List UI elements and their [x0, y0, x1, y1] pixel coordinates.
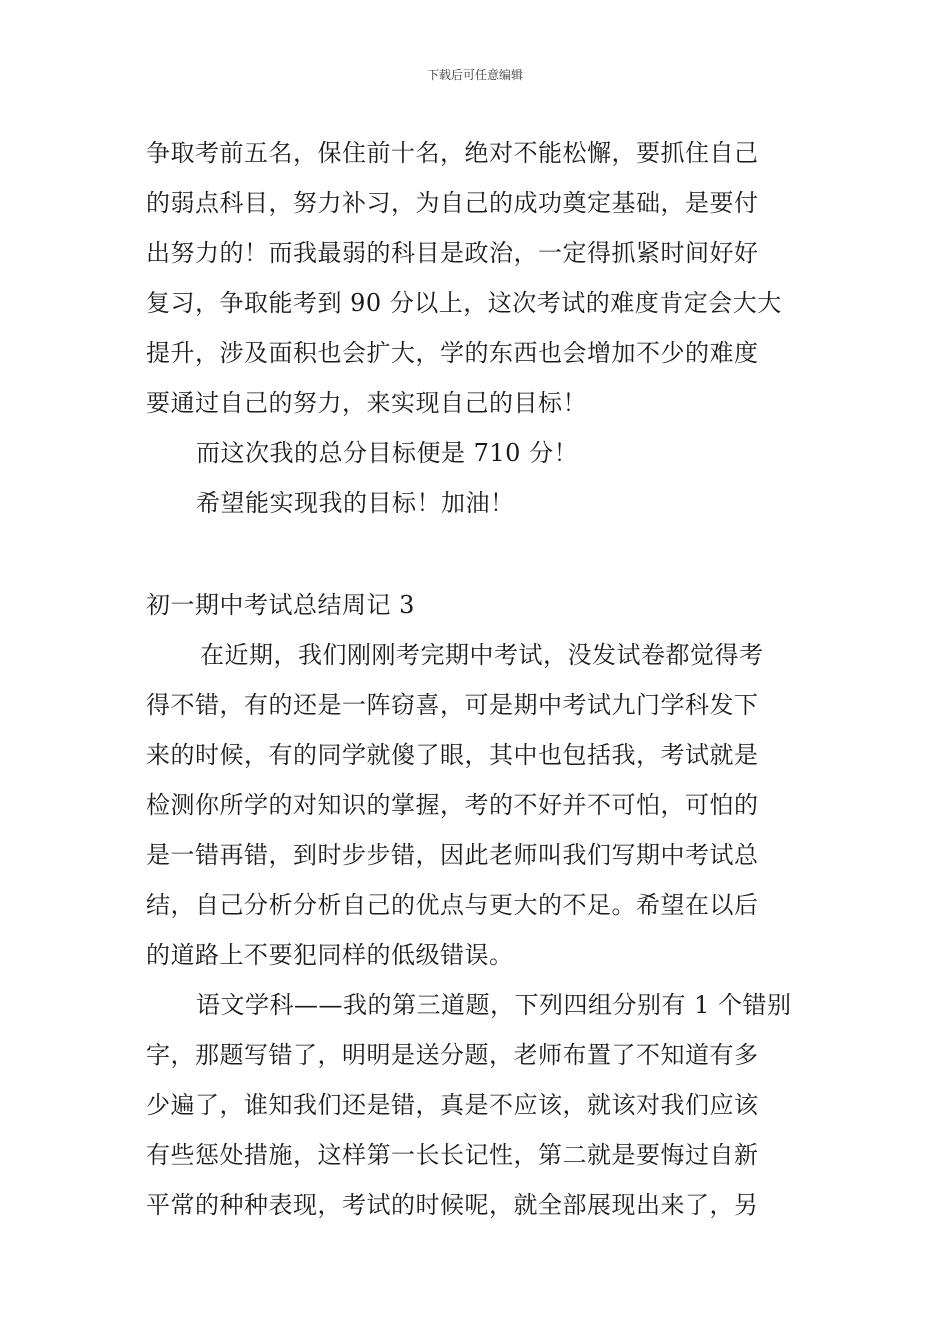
text-line: 复习，争取能考到 90 分以上，这次考试的难度肯定会大大	[146, 289, 782, 317]
paragraph	[146, 630, 810, 980]
text-line: 的弱点科目，努力补习，为自己的成功奠定基础，是要付	[146, 189, 759, 217]
text-line: 在近期，我们刚刚考完期中考试，没发试卷都觉得考	[200, 641, 764, 669]
text-line: 平常的种种表现，考试的时候呢，就全部展现出来了，另	[146, 1191, 759, 1219]
text-line: 字，那题写错了，明明是送分题，老师布置了不知道有多	[146, 1041, 759, 1069]
text-line: 语文学科——我的第三道题，下列四组分别有 1 个错别	[196, 991, 792, 1019]
text-line: 有些惩处措施，这样第一长长记性，第二就是要悔过自新	[146, 1141, 759, 1169]
text-line: 争取考前五名，保住前十名，绝对不能松懈，要抓住自己	[146, 139, 759, 167]
section-title: 初一期中考试总结周记 3	[146, 591, 415, 619]
text-line: 提升，涉及面积也会扩大，学的东西也会增加不少的难度	[146, 339, 759, 367]
document-body	[146, 128, 810, 1230]
text-line: 检测你所学的对知识的掌握，考的不好并不可怕，可怕的	[146, 791, 759, 819]
paragraph: 而这次我的总分目标便是 710 分！	[196, 439, 579, 467]
text-line: 要通过自己的努力，来实现自己的目标！	[146, 389, 587, 417]
text-line: 的道路上不要犯同样的低级错误。	[146, 941, 514, 969]
text-line: 得不错，有的还是一阵窃喜，可是期中考试九门学科发下	[146, 691, 759, 719]
text-line: 结，自己分析分析自己的优点与更大的不足。希望在以后	[146, 891, 759, 919]
page-header: 下载后可任意编辑	[426, 68, 523, 82]
text-line: 出努力的！而我最弱的科目是政治，一定得抓紧时间好好	[146, 239, 759, 267]
paragraph	[146, 980, 810, 1230]
text-line: 来的时候，有的同学就傻了眼，其中也包括我，考试就是	[146, 741, 759, 769]
paragraph	[146, 128, 810, 428]
paragraph: 希望能实现我的目标！加油！	[196, 489, 515, 517]
spacer	[146, 528, 810, 580]
text-line: 是一错再错，到时步步错，因此老师叫我们写期中考试总	[146, 841, 759, 869]
text-line: 少遍了，谁知我们还是错，真是不应该，就该对我们应该	[146, 1091, 759, 1119]
